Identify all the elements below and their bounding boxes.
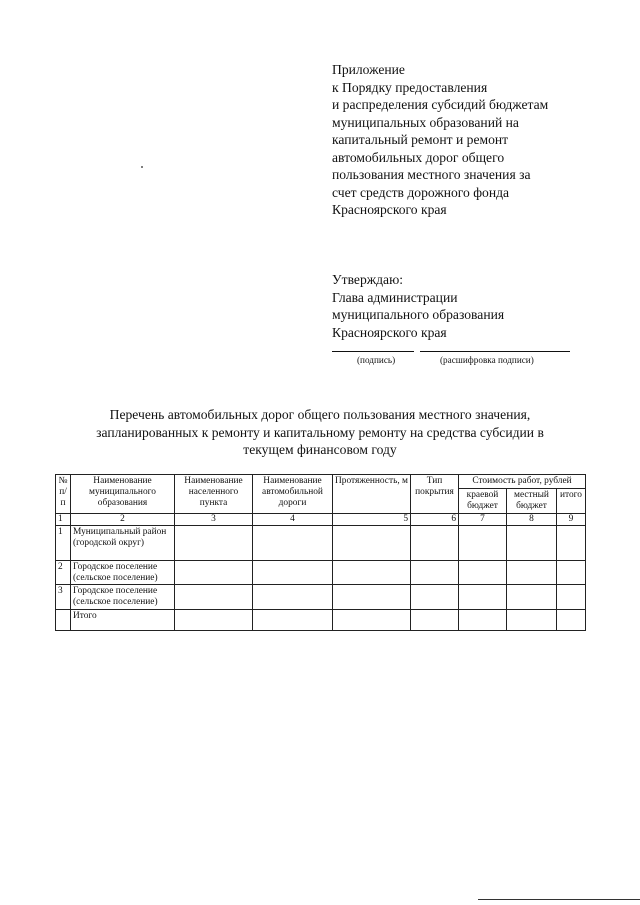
decoding-label: (расшифровка подписи): [440, 355, 534, 365]
empty-cell: [459, 525, 507, 560]
empty-cell: [557, 525, 586, 560]
empty-cell: [253, 560, 333, 585]
header-length: Протяженность, м: [333, 475, 411, 514]
approval-block: [332, 271, 622, 341]
table-total-row: [56, 609, 586, 630]
header-total: итого: [557, 489, 586, 514]
scan-speck: [141, 166, 143, 168]
title-line: запланированных к ремонту и капитальному ремонту на средства субсидии в: [96, 424, 544, 440]
empty-cell: [175, 525, 253, 560]
appendix-line: и распределения субсидий бюджетам: [332, 97, 549, 112]
empty-cell: [507, 585, 557, 610]
signature-label: (подпись): [357, 355, 396, 365]
empty-cell: [411, 560, 459, 585]
appendix-line: пользования местного значения за: [332, 167, 531, 182]
empty-cell: [411, 525, 459, 560]
empty-cell: [253, 525, 333, 560]
appendix-line: к Порядку предоставления: [332, 79, 488, 95]
table-header-row: [56, 475, 586, 489]
table-row: [56, 585, 586, 610]
empty-cell: [507, 525, 557, 560]
header-settlement: Наименование населенного пункта: [175, 475, 253, 514]
approval-line: Глава администрации: [332, 289, 458, 305]
row-name: Городское поселение (сельское поселение): [71, 585, 175, 610]
index-cell: 1: [56, 514, 71, 526]
empty-cell: [459, 609, 507, 630]
row-name: Муниципальный район (городской округ): [71, 525, 175, 560]
table-row: [56, 525, 586, 560]
row-name: Итого: [71, 609, 175, 630]
appendix-line: автомобильных дорог общего: [332, 149, 505, 165]
header-regional: краевой бюджет: [459, 489, 507, 514]
approval-line: Утверждаю:: [332, 272, 404, 287]
decoding-line: [420, 351, 570, 352]
row-num: 3: [56, 585, 71, 610]
appendix-line: муниципальных образований на: [332, 114, 519, 130]
empty-cell: [557, 609, 586, 630]
empty-cell: [411, 609, 459, 630]
index-cell: 6: [411, 514, 459, 526]
empty-cell: [253, 585, 333, 610]
empty-cell: [253, 609, 333, 630]
empty-cell: [557, 585, 586, 610]
empty-cell: [175, 560, 253, 585]
signature-line: [332, 351, 414, 352]
row-num: [56, 609, 71, 630]
appendix-block: [332, 61, 622, 219]
approval-line: муниципального образования: [332, 307, 505, 322]
header-municipality: Наименование муниципального образования: [71, 475, 175, 514]
header-road: Наименование автомобильной дороги: [253, 475, 333, 514]
empty-cell: [333, 585, 411, 610]
header-local: местный бюджет: [507, 489, 557, 514]
approval-line: Красноярского края: [332, 324, 447, 340]
roads-table: [55, 474, 586, 631]
title-line: текущем финансовом году: [243, 442, 397, 457]
empty-cell: [557, 560, 586, 585]
document-title: [40, 406, 600, 459]
appendix-line: капитальный ремонт и ремонт: [332, 132, 509, 147]
row-num: 2: [56, 560, 71, 585]
table-index-row: [56, 514, 586, 526]
row-name: Городское поселение (сельское поселение): [71, 560, 175, 585]
empty-cell: [175, 585, 253, 610]
empty-cell: [411, 585, 459, 610]
index-cell: 7: [459, 514, 507, 526]
empty-cell: [459, 560, 507, 585]
empty-cell: [507, 609, 557, 630]
index-cell: 2: [71, 514, 175, 526]
appendix-line: Красноярского края: [332, 202, 447, 217]
index-cell: 5: [333, 514, 411, 526]
empty-cell: [333, 560, 411, 585]
table-row: [56, 560, 586, 585]
empty-cell: [333, 525, 411, 560]
index-cell: 9: [557, 514, 586, 526]
index-cell: 3: [175, 514, 253, 526]
empty-cell: [333, 609, 411, 630]
index-cell: 8: [507, 514, 557, 526]
title-line: Перечень автомобильных дорог общего пользования местного значения,: [109, 407, 531, 422]
scan-edge-line: [478, 899, 640, 900]
appendix-line: Приложение: [332, 62, 405, 77]
appendix-line: счет средств дорожного фонда: [332, 184, 510, 200]
empty-cell: [175, 609, 253, 630]
empty-cell: [459, 585, 507, 610]
header-num: № п/п: [56, 475, 71, 514]
empty-cell: [507, 560, 557, 585]
header-cost-group: Стоимость работ, рублей: [459, 475, 586, 489]
index-cell: 4: [253, 514, 333, 526]
row-num: 1: [56, 525, 71, 560]
header-surface: Тип покрытия: [411, 475, 459, 514]
